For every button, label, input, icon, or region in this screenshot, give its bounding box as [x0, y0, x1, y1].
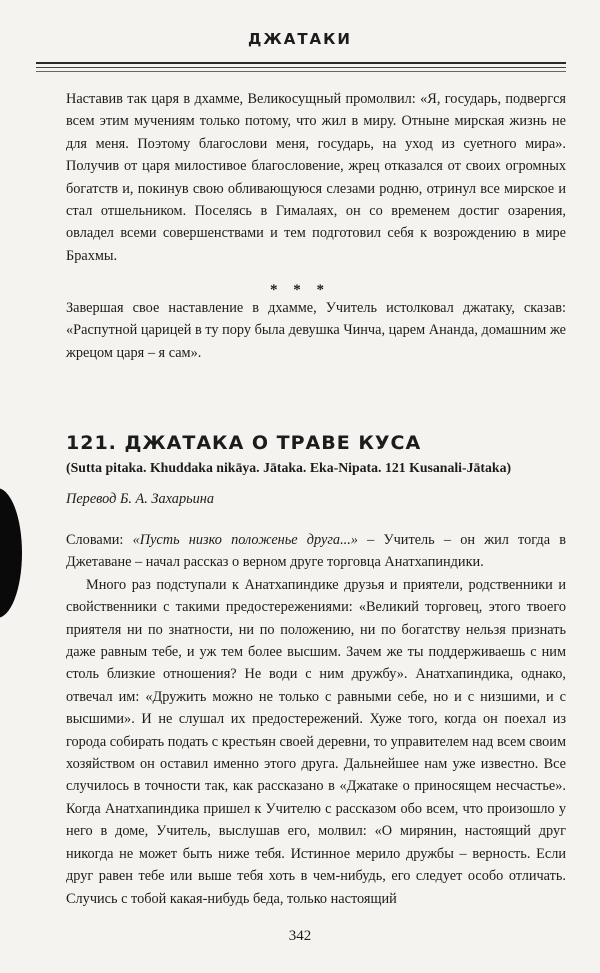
paragraph-2: Завершая свое наставление в дхамме, Учитель истолковал джатаку, сказав: «Распутной царицей в ту пору была девушка Чинча, царем Ананда, домашним же жрецом царя – я сам». [66, 300, 566, 361]
translator-credit: Перевод Б. А. Захарьина [66, 491, 214, 507]
paragraph-3 [66, 529, 566, 574]
page-edge-shadow [0, 488, 22, 618]
text-block-3 [66, 529, 566, 910]
paragraph-3-lead: Словами: [66, 532, 133, 548]
paragraph-3-rest: – Учитель – он жил тогда в Джетаване – начал рассказ о верном друге торговца Анатхапиндики. [66, 532, 566, 571]
paragraph-4: Много раз подступали к Анатхапиндике друзья и приятели, родственники и свойственники с такими предостережениями: «Великий торговец, этого твоего приятеля ни по знатности, ни по положению, ни по богатству нельзя признать даже равным тебе, и уж тем более высшим. Зачем же ты поддерживаешь с ним столь близкие отношения? Не води с ним дружбу». Анатхапиндика, однако, отвечал им: «Дружить можно не только с равными себе, но и с низшими, и с высшими». И не слушал их предостережений. Хуже того, когда он поехал из города собирать подать с крестьян своей деревни, то управителем над всем своим хозяйством он оставил именно этого друга. Дальнейшее нам уже известно. Все случилось в точности так, как рассказано в «Джатаке о приносящем несчастье». Когда Анатхапиндика пришел к Учителю с рассказом обо всем, что произошло у него в доме, Учитель, выслушав его, молвил: «О мирянин, настоящий друг никогда не может быть ниже тебя. Истинное мерило дружбы – верность. Если друг равен тебе или выше тебя хоть в чем-нибудь, его следует особо отличать. Случись с тобой какая-нибудь беда, только настоящий [66, 576, 566, 907]
header-rule-thin [36, 67, 566, 68]
chapter-subtitle: (Sutta pitaka. Khuddaka nikāya. Jātaka. Eka-Nipata. 121 Kusanali-Jātaka) [66, 460, 512, 475]
text-block-1 [66, 88, 566, 267]
header-rule-thin-lower [36, 71, 566, 72]
page-number: 342 [288, 928, 312, 944]
text-block-2 [66, 297, 566, 364]
chapter-title: 121. ДЖАТАКА О ТРАВЕ КУСА [66, 432, 422, 454]
header-rule-thick [36, 62, 566, 64]
running-head: ДЖАТАКИ [248, 30, 352, 48]
paragraph-1: Наставив так царя в дхамме, Великосущный промолвил: «Я, государь, подвергся всем этим мучениям только потому, что жил в миру. Отныне мирская жизнь не для меня. Поэтому благослови меня, государь, на уход из суетного мира». Получив от царя милостивое благословение, жрец отказался от своих огромных богатств и, покинув свою обливающуюся слезами родню, отринул все мирское и стал отшельником. Поселясь в Гималаях, он со временем достиг озарения, овладел всеми совершенствами и тем подготовил себя к возрождению в мире Брахмы. [66, 91, 566, 264]
paragraph-3-quote: «Пусть низко положенье друга...» [132, 532, 358, 548]
section-separator: * * * [270, 282, 330, 298]
